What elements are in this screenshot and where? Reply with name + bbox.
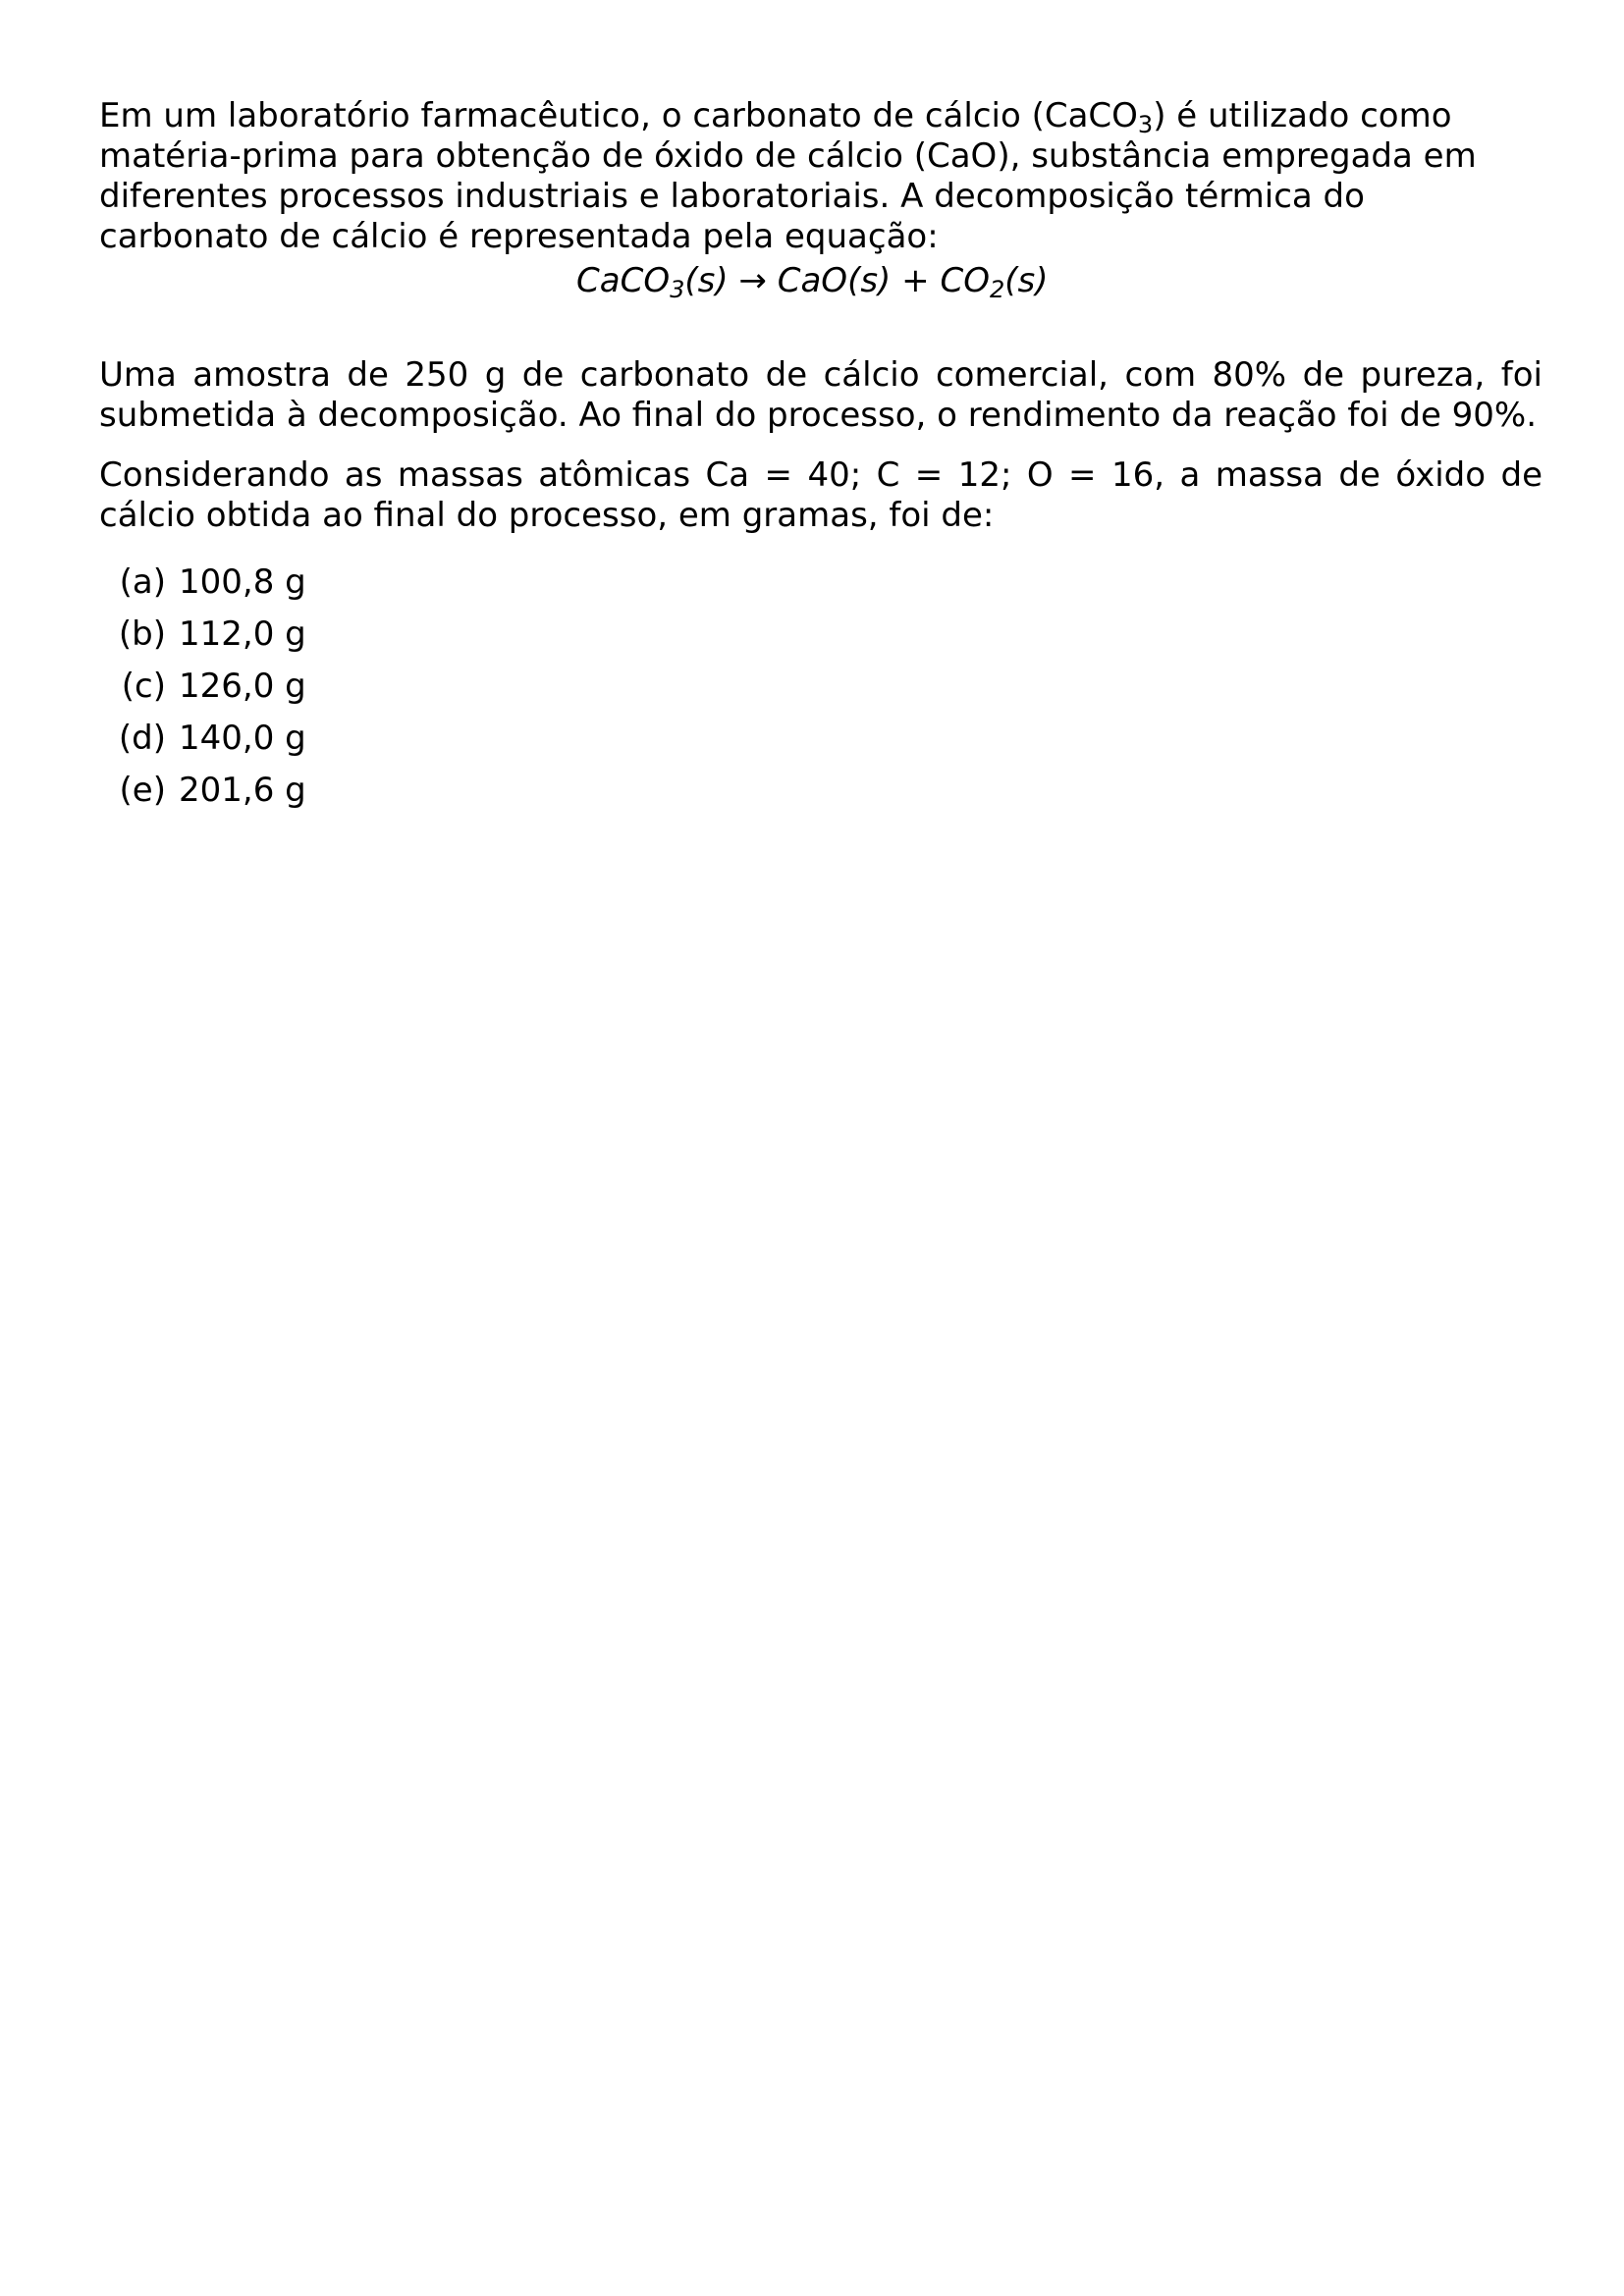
option-text: 100,8 g	[179, 562, 306, 602]
equation-reactant-state: (s)	[684, 261, 729, 300]
equation-product-co2-state: (s)	[1004, 261, 1049, 300]
answer-option[interactable]	[99, 667, 1543, 719]
option-text: 112,0 g	[179, 614, 306, 654]
equation-arrow: →	[738, 261, 767, 300]
intro-formula-subscript: 3	[1137, 111, 1154, 138]
option-letter: (d)	[118, 719, 166, 758]
answer-option[interactable]	[99, 771, 1543, 823]
question-prompt-paragraph: Considerando as massas atômicas Ca = 40; C = 12; O = 16, a massa de óxido de cálcio obtida ao final do processo, em gramas, foi de:	[99, 455, 1543, 535]
answer-option[interactable]	[99, 562, 1543, 614]
equation-reactant-subscript: 3	[670, 276, 685, 303]
option-letter: (c)	[121, 667, 166, 706]
intro-text-before-formula: Em um laboratório farmacêutico, o carbonato de cálcio (CaCO	[99, 96, 1138, 135]
equation-reactant: CaCO	[576, 261, 671, 300]
equation-product-cao: CaO(s)	[777, 261, 892, 300]
equation-plus: +	[901, 261, 930, 300]
equation-product-co2: CO	[940, 261, 990, 300]
question-intro-paragraph	[99, 96, 1543, 256]
intro-text-after-formula: ) é utilizado como matéria-prima para obtenção de óxido de cálcio (CaO), substância empregada em diferentes processos industriais e laboratoriais. A decomposição térmica do carbonato de cálcio é representada pela equação:	[99, 96, 1477, 256]
option-text: 201,6 g	[179, 771, 306, 810]
option-letter: (b)	[118, 614, 166, 654]
equation-product-co2-subscript: 2	[989, 276, 1005, 303]
answer-option[interactable]	[99, 614, 1543, 667]
question-sample-paragraph: Uma amostra de 250 g de carbonato de cálcio comercial, com 80% de pureza, foi submetida à decomposição. Ao final do processo, o rendimento da reação foi de 90%.	[99, 355, 1543, 435]
option-letter: (a)	[119, 562, 166, 602]
equation-line	[576, 261, 1049, 301]
question-block	[99, 96, 1543, 823]
option-letter: (e)	[119, 771, 166, 810]
option-text: 140,0 g	[179, 719, 306, 758]
option-text: 126,0 g	[179, 667, 306, 706]
answer-option[interactable]	[99, 719, 1543, 771]
answer-options	[99, 562, 1543, 823]
chemical-equation	[99, 234, 1543, 355]
